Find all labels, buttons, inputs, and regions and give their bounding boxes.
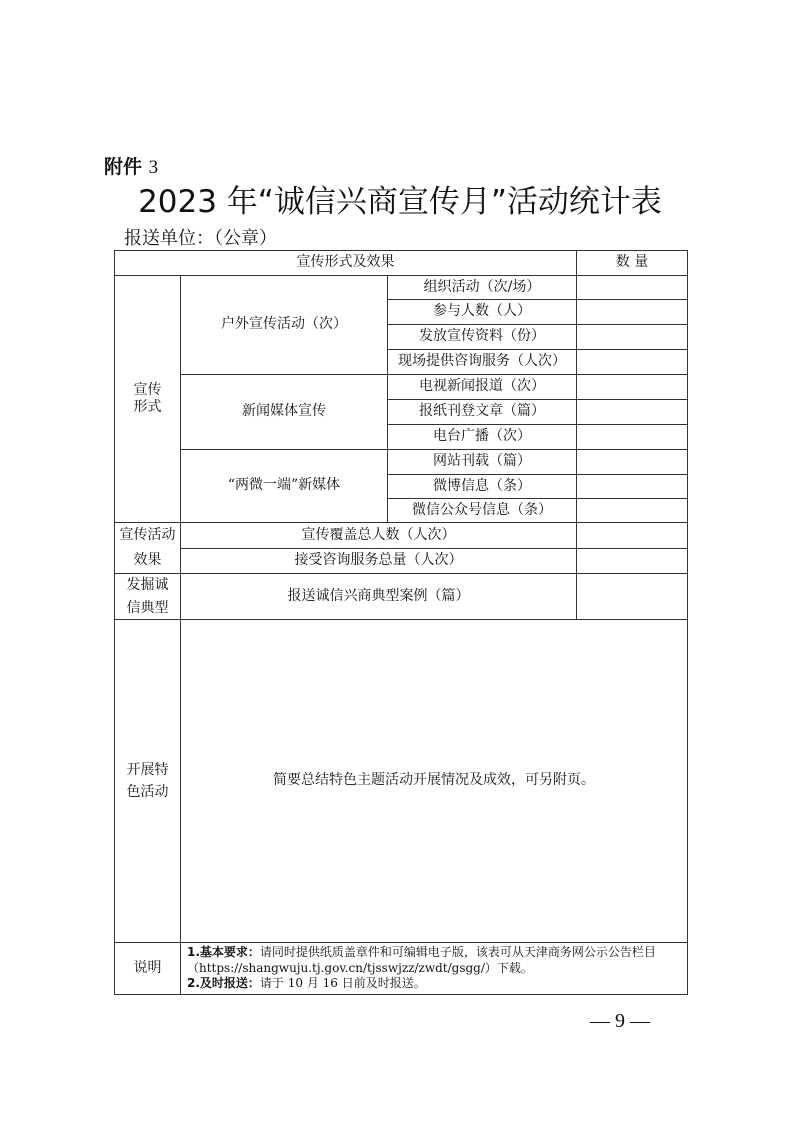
- effect-item: 接受咨询服务总量（人次）: [181, 548, 577, 574]
- quantity-cell[interactable]: [577, 400, 688, 425]
- section-effect: 宣传活动效果: [115, 523, 181, 574]
- reporting-unit: 报送单位：（公章）: [124, 228, 277, 249]
- item: 微博信息（条）: [388, 475, 577, 499]
- quantity-cell[interactable]: [577, 574, 688, 620]
- attachment-number: 3: [148, 157, 159, 178]
- item: 参与人数（人）: [388, 300, 577, 325]
- statistics-table: [114, 250, 688, 995]
- item: 电台广播（次）: [388, 425, 577, 450]
- quantity-cell[interactable]: [577, 300, 688, 325]
- quantity-cell[interactable]: [577, 499, 688, 523]
- quantity-cell[interactable]: [577, 425, 688, 450]
- item: 现场提供咨询服务（人次）: [388, 350, 577, 375]
- quantity-cell[interactable]: [577, 475, 688, 499]
- section-notes: 说明: [115, 943, 181, 995]
- group-new-media: “两微一端”新媒体: [181, 450, 388, 523]
- cases-item: 报送诚信兴商典型案例（篇）: [181, 574, 577, 620]
- item: 网站刊载（篇）: [388, 450, 577, 475]
- note1-text: 请同时提供纸质盖章件和可编辑电子版，该表可从天津商务网公示公告栏目（https://shangwuju.tj.gov.cn/tjsswjzz/zwdt/gsgg/）下载。: [187, 945, 656, 975]
- item: 微信公众号信息（条）: [388, 499, 577, 523]
- quantity-cell[interactable]: [577, 523, 688, 549]
- quantity-cell[interactable]: [577, 276, 688, 300]
- quantity-cell[interactable]: [577, 325, 688, 350]
- quantity-cell[interactable]: [577, 548, 688, 574]
- header-form: 宣传形式及效果: [115, 251, 577, 276]
- group-news-media: 新闻媒体宣传: [181, 375, 388, 450]
- effect-item: 宣传覆盖总人数（人次）: [181, 523, 577, 549]
- section-special: 开展特色活动: [115, 620, 181, 943]
- section-cases: 发掘诚信典型: [115, 574, 181, 620]
- quantity-cell[interactable]: [577, 375, 688, 400]
- item: 报纸刊登文章（篇）: [388, 400, 577, 425]
- section-forms: 宣传形式: [115, 276, 181, 523]
- page-number: — 9 —: [590, 1010, 650, 1032]
- item: 组织活动（次/场）: [388, 276, 577, 300]
- item: 电视新闻报道（次）: [388, 375, 577, 400]
- item: 发放宣传资料（份）: [388, 325, 577, 350]
- attachment-text: 附件: [104, 156, 143, 178]
- notes-text: [181, 943, 688, 995]
- attachment-label: [104, 152, 158, 179]
- note2-label: 2.及时报送：: [187, 976, 260, 991]
- header-quantity: 数 量: [577, 251, 688, 276]
- note2-text: 请于 10 月 16 日前及时报送。: [259, 976, 426, 991]
- group-outdoor: 户外宣传活动（次）: [181, 276, 388, 375]
- special-activities-field[interactable]: 简要总结特色主题活动开展情况及成效，可另附页。: [181, 620, 688, 943]
- note1-label: 1.基本要求：: [187, 945, 260, 960]
- quantity-cell[interactable]: [577, 350, 688, 375]
- page-title: 2023 年“诚信兴商宣传月”活动统计表: [138, 184, 662, 220]
- quantity-cell[interactable]: [577, 450, 688, 475]
